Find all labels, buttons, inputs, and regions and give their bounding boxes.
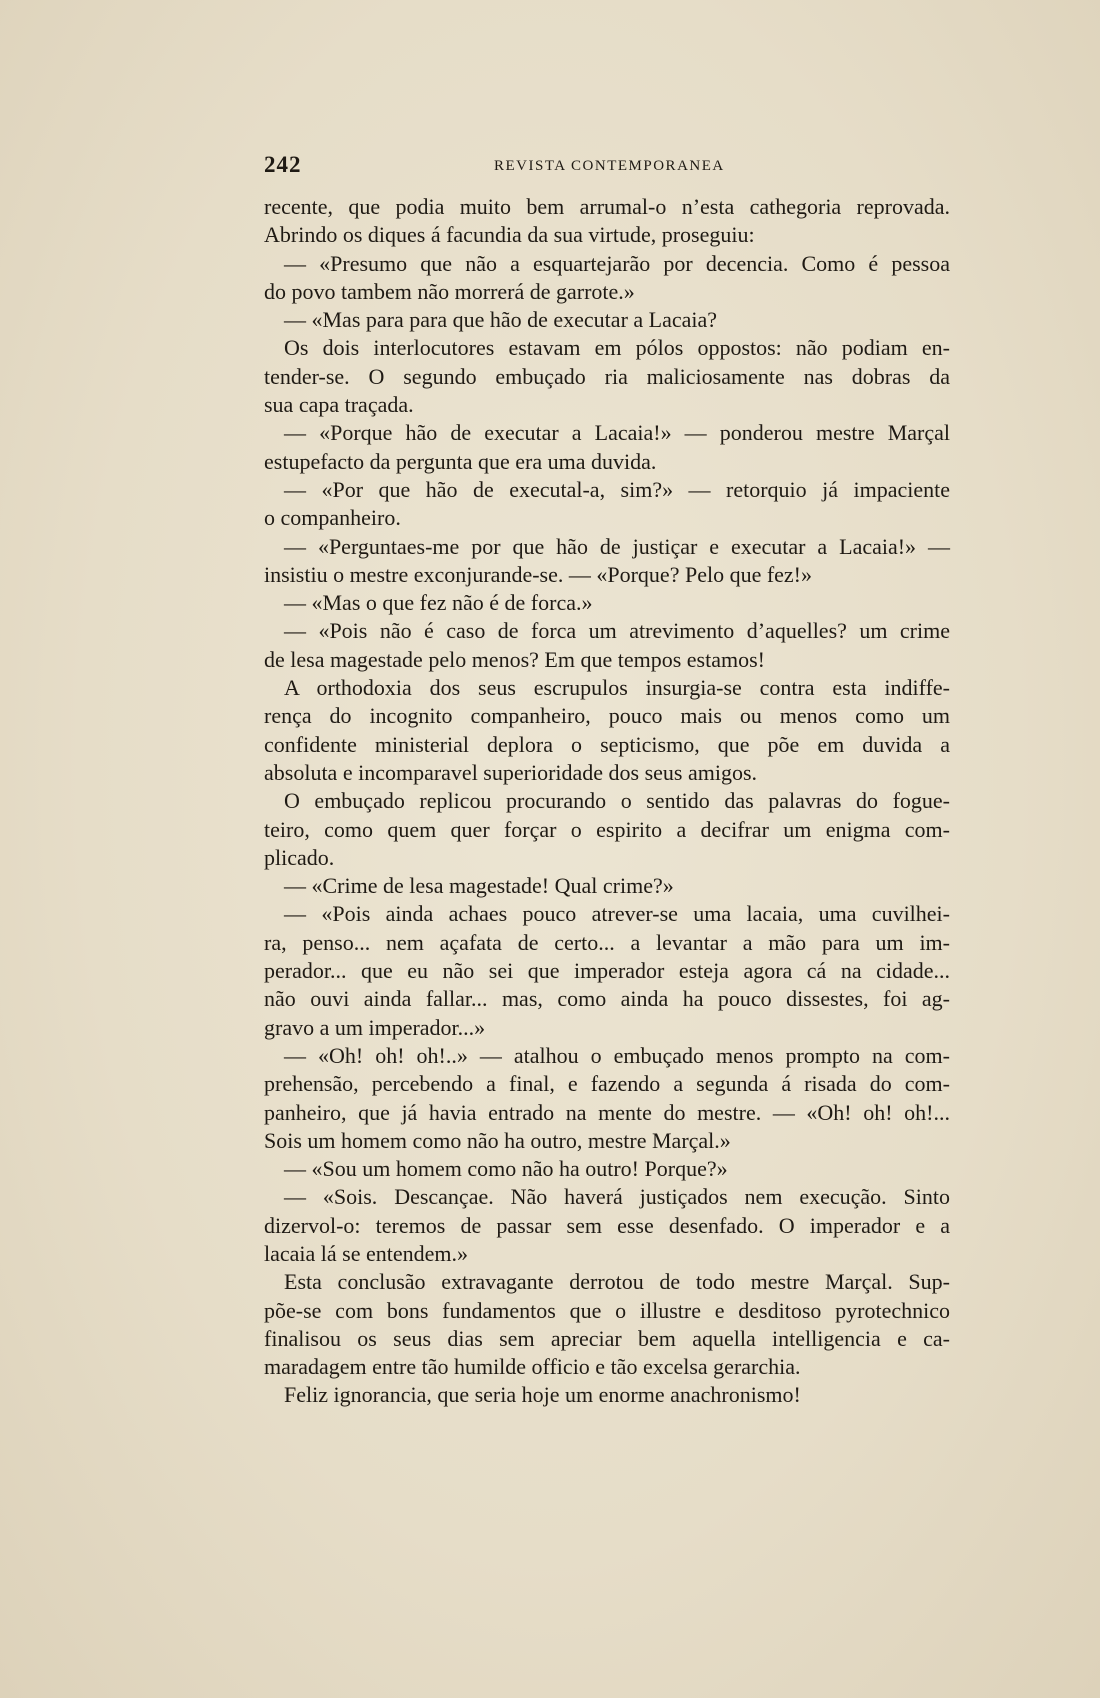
text-line: — «Pois ainda achaes pouco atrever-se uma lacaia, uma cuvilhei- [284,901,950,927]
text-line: o companheiro. [264,505,401,531]
text-line: confidente ministerial deplora o septicismo, que põe em duvida a [264,731,950,757]
text-line: finalisou os seus dias sem apreciar bem aquella intelligencia e ca- [264,1325,950,1351]
text-line: põe-se com bons fundamentos que o illustre e desditoso pyrotechnico [264,1297,950,1323]
text-line: — «Por que hão de executal-a, sim?» — retorquio já impaciente [284,476,950,502]
text-line: — «Crime de lesa magestade! Qual crime?» [284,873,674,899]
text-line: Os dois interlocutores estavam em pólos oppostos: não podiam en- [284,335,950,361]
text-line: sua capa traçada. [264,392,414,418]
text-line: — «Sois. Descançae. Não haverá justiçados nem execução. Sinto [284,1184,950,1210]
text-line: dizervol-o: teremos de passar sem esse desenfado. O imperador e a [264,1212,950,1238]
text-line: — «Presumo que não a esquartejarão por decencia. Como é pessoa [284,250,950,276]
text-line: absoluta e incomparavel superioridade dos seus amigos. [264,759,758,785]
text-line: recente, que podia muito bem arrumal-o n’esta cathegoria reprovada. [264,194,950,219]
text-line: Sois um homem como não ha outro, mestre Marçal.» [264,1127,731,1153]
text-line: perador... que eu não sei que imperador esteja agora cá na cidade... [264,958,950,984]
text-line: tender-se. O segundo embuçado ria maliciosamente nas dobras da [264,363,950,389]
text-line: prehensão, percebendo a final, e fazendo a segunda á risada do com- [264,1071,950,1097]
text-line: — «Perguntaes-me por que hão de justiçar e executar a Lacaia!» — [284,533,950,559]
text-line: O embuçado replicou procurando o sentido das palavras do fogue- [284,788,950,814]
text-line: Abrindo os diques á facundia da sua virtude, proseguiu: [264,222,755,248]
text-line: lacaia lá se entendem.» [264,1240,469,1266]
text-line: — «Oh! oh! oh!..» — atalhou o embuçado menos prompto na com- [284,1042,950,1068]
text-line: — «Mas o que fez não é de forca.» [284,590,593,616]
text-line: estupefacto da pergunta que era uma duvida. [264,448,657,474]
text-line: plicado. [264,844,335,870]
page-number: 242 [264,152,302,177]
text-line: gravo a um imperador...» [264,1014,486,1040]
text-line: — «Porque hão de executar a Lacaia!» — ponderou mestre Marçal [284,420,950,446]
text-line: insistiu o mestre exconjurande-se. — «Porque? Pelo que fez!» [264,561,813,587]
text-line: — «Pois não é caso de forca um atrevimento d’aquelles? um crime [284,618,950,644]
text-line: ra, penso... nem açafata de certo... a levantar a mão para um im- [264,929,950,955]
text-line: A orthodoxia dos seus escrupulos insurgia-se contra esta indiffe- [284,675,950,701]
text-line: do povo tambem não morrerá de garrote.» [264,278,635,304]
text-line: Feliz ignorancia, que seria hoje um enorme anachronismo! [284,1382,801,1408]
text-line: teiro, como quem quer forçar o espirito a decifrar um enigma com- [264,816,950,842]
text-line: — «Sou um homem como não ha outro! Porque?» [284,1156,728,1182]
text-line: rença do incognito companheiro, pouco mais ou menos como um [264,703,950,729]
page-header [264,152,950,182]
text-line: — «Mas para para que hão de executar a Lacaia? [284,307,718,333]
text-line: panheiro, que já havia entrado na mente do mestre. — «Oh! oh! oh!... [264,1099,950,1125]
text-line: não ouvi ainda fallar... mas, como ainda ha pouco dissestes, foi ag- [264,986,950,1012]
text-line: de lesa magestade pelo menos? Em que tempos estamos! [264,646,765,672]
running-title: REVISTA CONTEMPORANEA [494,158,725,174]
text-line: maradagem entre tão humilde officio e tão excelsa gerarchia. [264,1354,801,1380]
text-line: Esta conclusão extravagante derrotou de todo mestre Marçal. Sup- [284,1269,950,1295]
body-text [264,193,950,1410]
